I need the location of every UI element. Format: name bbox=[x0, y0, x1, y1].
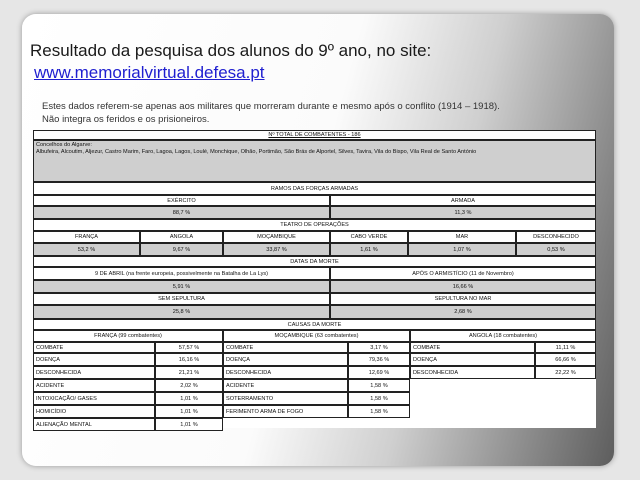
mocambique-cause-value: 1,58 % bbox=[348, 392, 410, 405]
sepultura-labels-row bbox=[33, 293, 596, 305]
franca-cause-value: 1,01 % bbox=[155, 392, 223, 405]
site-link[interactable]: www.memorialvirtual.defesa.pt bbox=[34, 63, 265, 82]
sem-sepultura-label: SEM SEPULTURA bbox=[33, 293, 330, 305]
franca-cause-label: ACIDENTE bbox=[33, 379, 155, 392]
angola-cause-row bbox=[33, 366, 596, 379]
teatro-header-row bbox=[33, 219, 596, 231]
teatro-value-mar: 1,07 % bbox=[408, 243, 516, 256]
concelhos-label: Concelhos do Algarve: bbox=[36, 142, 92, 148]
franca-header: FRANÇA (99 combatentes) bbox=[33, 330, 223, 342]
mocambique-cause-value: 1,58 % bbox=[348, 405, 410, 418]
concelhos-cell bbox=[33, 140, 596, 182]
ramos-header: RAMOS DAS FORÇAS ARMADAS bbox=[33, 182, 596, 195]
teatro-label-cabo-verde: CABO VERDE bbox=[330, 231, 408, 243]
teatro-label-desconhecido: DESCONHECIDO bbox=[516, 231, 596, 243]
franca-cause-value: 21,21 % bbox=[155, 366, 223, 379]
ramos-labels-row bbox=[33, 195, 596, 206]
angola-cause-value: 11,11 % bbox=[535, 342, 596, 353]
angola-cause-label: DOENÇA bbox=[410, 353, 535, 366]
teatro-header: TEATRO DE OPERAÇÕES bbox=[33, 219, 596, 231]
armisticio-value: 16,66 % bbox=[330, 280, 596, 293]
angola-header: ANGOLA (18 combatentes) bbox=[410, 330, 596, 342]
total-combatants: Nº TOTAL DE COMBATENTES - 186 bbox=[33, 130, 596, 140]
note-line-2: Não integra os feridos e os prisioneiros. bbox=[42, 114, 210, 125]
franca-cause-label: DESCONHECIDA bbox=[33, 366, 155, 379]
sepultura-mar-label: SEPULTURA NO MAR bbox=[330, 293, 596, 305]
franca-cause-label: ALIENAÇÃO MENTAL bbox=[33, 418, 155, 431]
teatro-value-desconhecido: 0,53 % bbox=[516, 243, 596, 256]
teatro-label-franca: FRANÇA bbox=[33, 231, 140, 243]
teatro-labels-row bbox=[33, 231, 596, 243]
causas-groups-row bbox=[33, 330, 596, 342]
datas-values-row bbox=[33, 280, 596, 293]
mocambique-cause-value: 12,69 % bbox=[348, 366, 410, 379]
franca-cause-value: 16,16 % bbox=[155, 353, 223, 366]
franca-cause-label: INTOXICAÇÃO/ GASES bbox=[33, 392, 155, 405]
mocambique-cause-label: SOTERRAMENTO bbox=[223, 392, 348, 405]
teatro-label-mocambique: MOÇAMBIQUE bbox=[223, 231, 330, 243]
note-line-1: Estes dados referem-se apenas aos militares que morreram durante e mesmo após o conflito (1914 – 1918). bbox=[42, 101, 500, 112]
sepultura-mar-value: 2,68 % bbox=[330, 305, 596, 319]
concelhos-row bbox=[33, 140, 596, 182]
concelhos-list: Albufeira, Alcoutim, Aljezur, Castro Marim, Faro, Lagoa, Lagos, Loulé, Monchique, Olhão, Portimão, São Brás de Alportel, Silves, Tavira, Vila do Bispo, Vila Real de Santo António bbox=[36, 149, 477, 155]
franca-cause-label: COMBATE bbox=[33, 342, 155, 353]
teatro-value-angola: 9,67 % bbox=[140, 243, 223, 256]
ramos-header-row bbox=[33, 182, 596, 195]
franca-cause-value: 1,01 % bbox=[155, 405, 223, 418]
causas-header: CAUSAS DA MORTE bbox=[33, 319, 596, 330]
mocambique-cause-value: 79,36 % bbox=[348, 353, 410, 366]
angola-cause-row bbox=[33, 353, 596, 366]
mocambique-cause-value: 3,17 % bbox=[348, 342, 410, 353]
abril-label: 9 DE ABRIL (na frente europeia, possivelmente na Batalha de La Lys) bbox=[33, 267, 330, 280]
causas-header-row bbox=[33, 319, 596, 330]
abril-value: 5,91 % bbox=[33, 280, 330, 293]
teatro-values-row bbox=[33, 243, 596, 256]
note bbox=[42, 100, 562, 126]
angola-cause-row bbox=[33, 342, 596, 353]
total-row bbox=[33, 130, 596, 140]
sepultura-values-row bbox=[33, 305, 596, 319]
datas-header: DATAS DA MORTE bbox=[33, 256, 596, 267]
franca-cause-label: HOMICÍDIO bbox=[33, 405, 155, 418]
ramos-values-row bbox=[33, 206, 596, 219]
mocambique-cause-row bbox=[33, 379, 596, 392]
statistics-table bbox=[33, 130, 596, 428]
teatro-value-franca: 53,2 % bbox=[33, 243, 140, 256]
slide bbox=[22, 14, 614, 466]
sem-sepultura-value: 25,8 % bbox=[33, 305, 330, 319]
franca-cause-value: 57,57 % bbox=[155, 342, 223, 353]
franca-cause-row bbox=[33, 418, 596, 431]
franca-cause-label: DOENÇA bbox=[33, 353, 155, 366]
mocambique-cause-label: FERIMENTO ARMA DE FOGO bbox=[223, 405, 348, 418]
armada-value: 11,3 % bbox=[330, 206, 596, 219]
teatro-value-mocambique: 33,87 % bbox=[223, 243, 330, 256]
armisticio-label: APÓS O ARMISTÍCIO (11 de Novembro) bbox=[330, 267, 596, 280]
mocambique-cause-row bbox=[33, 405, 596, 418]
mocambique-cause-value: 1,58 % bbox=[348, 379, 410, 392]
teatro-label-mar: MAR bbox=[408, 231, 516, 243]
exercito-label: EXÉRCITO bbox=[33, 195, 330, 206]
angola-cause-value: 66,66 % bbox=[535, 353, 596, 366]
franca-cause-value: 1,01 % bbox=[155, 418, 223, 431]
mocambique-header: MOÇAMBIQUE (63 combatentes) bbox=[223, 330, 410, 342]
armada-label: ARMADA bbox=[330, 195, 596, 206]
mocambique-cause-label: ACIDENTE bbox=[223, 379, 348, 392]
mocambique-cause-row bbox=[33, 392, 596, 405]
slide-title: Resultado da pesquisa dos alunos do 9º ano, no site: bbox=[30, 41, 432, 60]
mocambique-cause-label: DESCONHECIDA bbox=[223, 366, 348, 379]
mocambique-cause-label: DOENÇA bbox=[223, 353, 348, 366]
teatro-value-cabo-verde: 1,61 % bbox=[330, 243, 408, 256]
datas-header-row bbox=[33, 256, 596, 267]
exercito-value: 88,7 % bbox=[33, 206, 330, 219]
mocambique-cause-label: COMBATE bbox=[223, 342, 348, 353]
angola-cause-label: DESCONHECIDA bbox=[410, 366, 535, 379]
teatro-label-angola: ANGOLA bbox=[140, 231, 223, 243]
angola-cause-label: COMBATE bbox=[410, 342, 535, 353]
angola-cause-value: 22,22 % bbox=[535, 366, 596, 379]
franca-cause-value: 2,02 % bbox=[155, 379, 223, 392]
datas-labels-row bbox=[33, 267, 596, 280]
